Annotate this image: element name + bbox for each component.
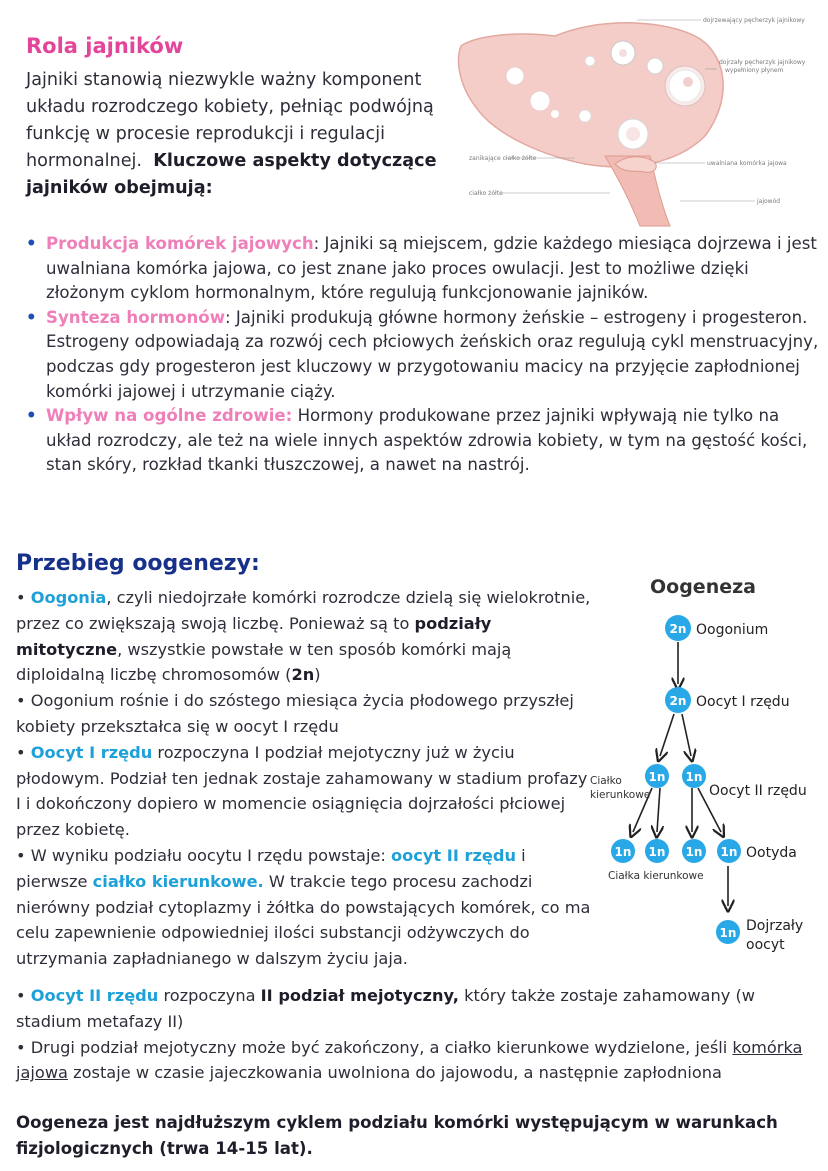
cell-oogonium	[665, 615, 691, 641]
cell-cialko-3	[682, 839, 706, 863]
oogenesis-text-block	[16, 585, 594, 972]
final-statement: Oogeneza jest najdłuższym cyklem podziału komórki występującym w warunkach fizjologicznych (trwa 14-15 lat).	[16, 1113, 778, 1158]
cell-oocyt2	[682, 764, 706, 788]
label-oocyt2: Oocyt II rzędu	[709, 783, 807, 799]
term-oocyt2: oocyt II rzędu	[391, 845, 516, 865]
arrow	[660, 714, 674, 756]
text: i pierwsze	[16, 845, 526, 891]
text: W trakcie tego procesu zachodzi nierówny podział cytoplazmy i żółtka do powstających komórek, co ma celu zapewnienie odpowiedniej ilości substancji odżywczych do utrzymania zapładnianego w dalszym życiu jaja.	[16, 871, 591, 969]
term-meiosis2: II podział mejotyczny,	[260, 986, 459, 1005]
cell-label: 2n	[669, 694, 687, 708]
cell-label: 1n	[648, 770, 666, 784]
cell-label: 1n	[614, 845, 632, 859]
list-item	[22, 404, 822, 478]
bullet-text: Jajniki produkują główne hormony żeńskie – estrogeny i progesteron. Estrogeny odpowiadają za rozwój cech płciowych żeńskich oraz regulują cykl menstruacyjny, podczas gdy progesteron jest kluczowy w przygotowaniu macicy na przyjęcie zapłodnionej komórki jajowej i utrzymanie ciąży.	[46, 307, 819, 401]
bullet-text: Hormony produkowane przez jajniki wpływają nie tylko na układ rozrodczy, ale też na wiele innych aspektów zdrowia kobiety, w tym na gęstość kości, stan skóry, rozkład tkanki tłuszczowej, a nawet na nastrój.	[46, 406, 808, 475]
intro-paragraph	[26, 67, 456, 202]
bullet-label: Produkcja komórek jajowych	[46, 234, 314, 253]
label-cialko-1: Ciałko	[590, 775, 622, 787]
label-jajowod: jajowód	[757, 198, 781, 205]
bullet-dot: •	[26, 234, 37, 253]
paragraph-meiosis2	[16, 1035, 816, 1087]
term-cialko: ciałko kierunkowe.	[92, 871, 264, 891]
term-mitotic: podziały mitotyczne	[16, 613, 492, 659]
label-cialko-zolte: ciałko żółte	[469, 190, 503, 197]
section-title-przebieg-oogenezy: Przebieg oogenezy:	[16, 551, 260, 576]
cell-label: 2n	[669, 622, 687, 636]
paragraph-oocyt1	[16, 740, 594, 843]
bullet-char: •	[16, 845, 26, 865]
text: rozpoczyna	[158, 986, 261, 1005]
cell-cialko-1	[611, 839, 635, 863]
arrow	[682, 714, 691, 756]
label-zanikajace: zanikające ciałko żółte	[469, 155, 537, 162]
label-oogonium: Oogonium	[696, 622, 769, 638]
paragraph-oogonium	[16, 688, 594, 740]
text: Oogonium rośnie i do szóstego miesiąca życia płodowego przyszłej kobiety przekształca się w oocyt I rzędu	[16, 691, 574, 736]
label-dojrzaly-1: Dojrzały	[746, 918, 804, 934]
paragraph-oogonia	[16, 585, 594, 688]
bullet-sep: :	[313, 234, 320, 253]
bullet-char: •	[16, 588, 26, 607]
text: zostaje w czasie jajeczkowania uwolniona do jajowodu, a następnie zapłodniona	[67, 1063, 722, 1083]
list-item	[22, 306, 822, 404]
text: , czyli niedojrzałe komórki rozrodcze dzielą się wielokrotnie, przez co zwiększają swoją liczbę. Ponieważ są to	[16, 588, 591, 633]
section-title-rola-jajnikow: Rola jajników	[26, 34, 184, 58]
cell-label: 1n	[719, 926, 737, 940]
cell-ootyda	[717, 839, 741, 863]
bullet-text: Jajniki są miejscem, gdzie każdego miesiąca dojrzewa i jest uwalniana komórka jajowa, co jest znane jako proces owulacji. Jest to możliwe dzięki złożonym cyklom hormonalnym, które regulują funkcjonowanie jajników.	[46, 234, 817, 303]
label-oocyt1: Oocyt I rzędu	[696, 694, 790, 710]
list-item	[22, 232, 822, 306]
ovary-function-list	[22, 232, 822, 478]
text: , wszystkie powstałe w ten sposób komórki mają diploidalną liczbę chromosomów (	[16, 639, 512, 685]
paragraph-division	[16, 843, 594, 972]
bullet-char: •	[16, 691, 26, 711]
term-oocyt2b: Oocyt II rzędu	[30, 986, 159, 1005]
bullet-label: Synteza hormonów	[46, 307, 226, 327]
ovary-anatomy-illustration	[455, 6, 825, 228]
oogenesis-diagram	[578, 566, 828, 976]
bullet-dot: •	[26, 406, 37, 426]
intro-text: Jajniki stanowią niezwykle ważny komponent układu rozrodczego kobiety, pełniąc podwójną funkcję w procesie reprodukcji i regulacji hormonalnej.	[26, 70, 434, 171]
bullet-sep: :	[225, 307, 231, 327]
term-2n: 2n	[291, 665, 315, 685]
bullet-char: •	[16, 986, 26, 1005]
cell-label: 1n	[685, 770, 703, 784]
diagram-title: Oogeneza	[650, 576, 756, 598]
cell-dojrzaly-oocyt	[716, 920, 740, 944]
label-cialko-2: kierunkowe	[590, 789, 651, 801]
bullet-label: Wpływ na ogólne zdrowie:	[46, 406, 293, 426]
cell-label: 1n	[685, 845, 703, 859]
label-dojrzaly-1: dojrzały pęcherzyk jajnikowy	[719, 59, 806, 66]
label-ootyda: Ootyda	[746, 845, 797, 861]
text: W wyniku podziału oocytu I rzędu powstaje:	[30, 845, 392, 865]
ovary-illustration-svg	[455, 6, 825, 228]
paragraph-oocyt2	[16, 983, 816, 1035]
cell-cialko-2	[645, 839, 669, 863]
bullet-char: •	[16, 1037, 26, 1057]
oogenesis-text-block-2	[16, 983, 816, 1086]
text: )	[314, 665, 321, 685]
term-komorka-jajowa: komórka jajowa	[16, 1037, 803, 1083]
cell-label: 1n	[720, 845, 738, 859]
label-uwalniana: uwalniana komórka jajowa	[707, 160, 787, 167]
bullet-char: •	[16, 742, 26, 762]
oogenesis-diagram-svg	[578, 566, 828, 976]
term-oocyt1: Oocyt I rzędu	[30, 742, 153, 762]
intro-bold: Kluczowe aspekty dotyczące jajników obejmują:	[26, 151, 437, 198]
arrow	[657, 788, 660, 832]
text: który także zostaje zahamowany (w stadium metafazy II)	[16, 986, 756, 1031]
label-cialka-kierunkowe: Ciałka kierunkowe	[608, 870, 704, 882]
text: rozpoczyna I podział mejotyczny już w życiu płodowym. Podział ten jednak zostaje zahamowany w stadium profazy I i dokończony dopiero w momencie osiągnięcia dojrzałości płciowej przez kobietę.	[16, 742, 588, 840]
label-dojrzaly-2: oocyt	[746, 937, 785, 953]
bullet-dot: •	[26, 307, 37, 327]
cell-oocyt1	[665, 687, 691, 713]
label-dojrzewajacy: dojrzewający pęcherzyk jajnikowy	[703, 17, 805, 24]
label-dojrzaly-2: wypełniony płynem	[725, 67, 784, 74]
cell-cialko-kierunkowe	[645, 764, 669, 788]
term-oogonia: Oogonia	[30, 588, 107, 607]
cell-label: 1n	[648, 845, 666, 859]
text: Drugi podział mejotyczny może być zakończony, a ciałko kierunkowe wydzielone, jeśli	[30, 1037, 733, 1057]
